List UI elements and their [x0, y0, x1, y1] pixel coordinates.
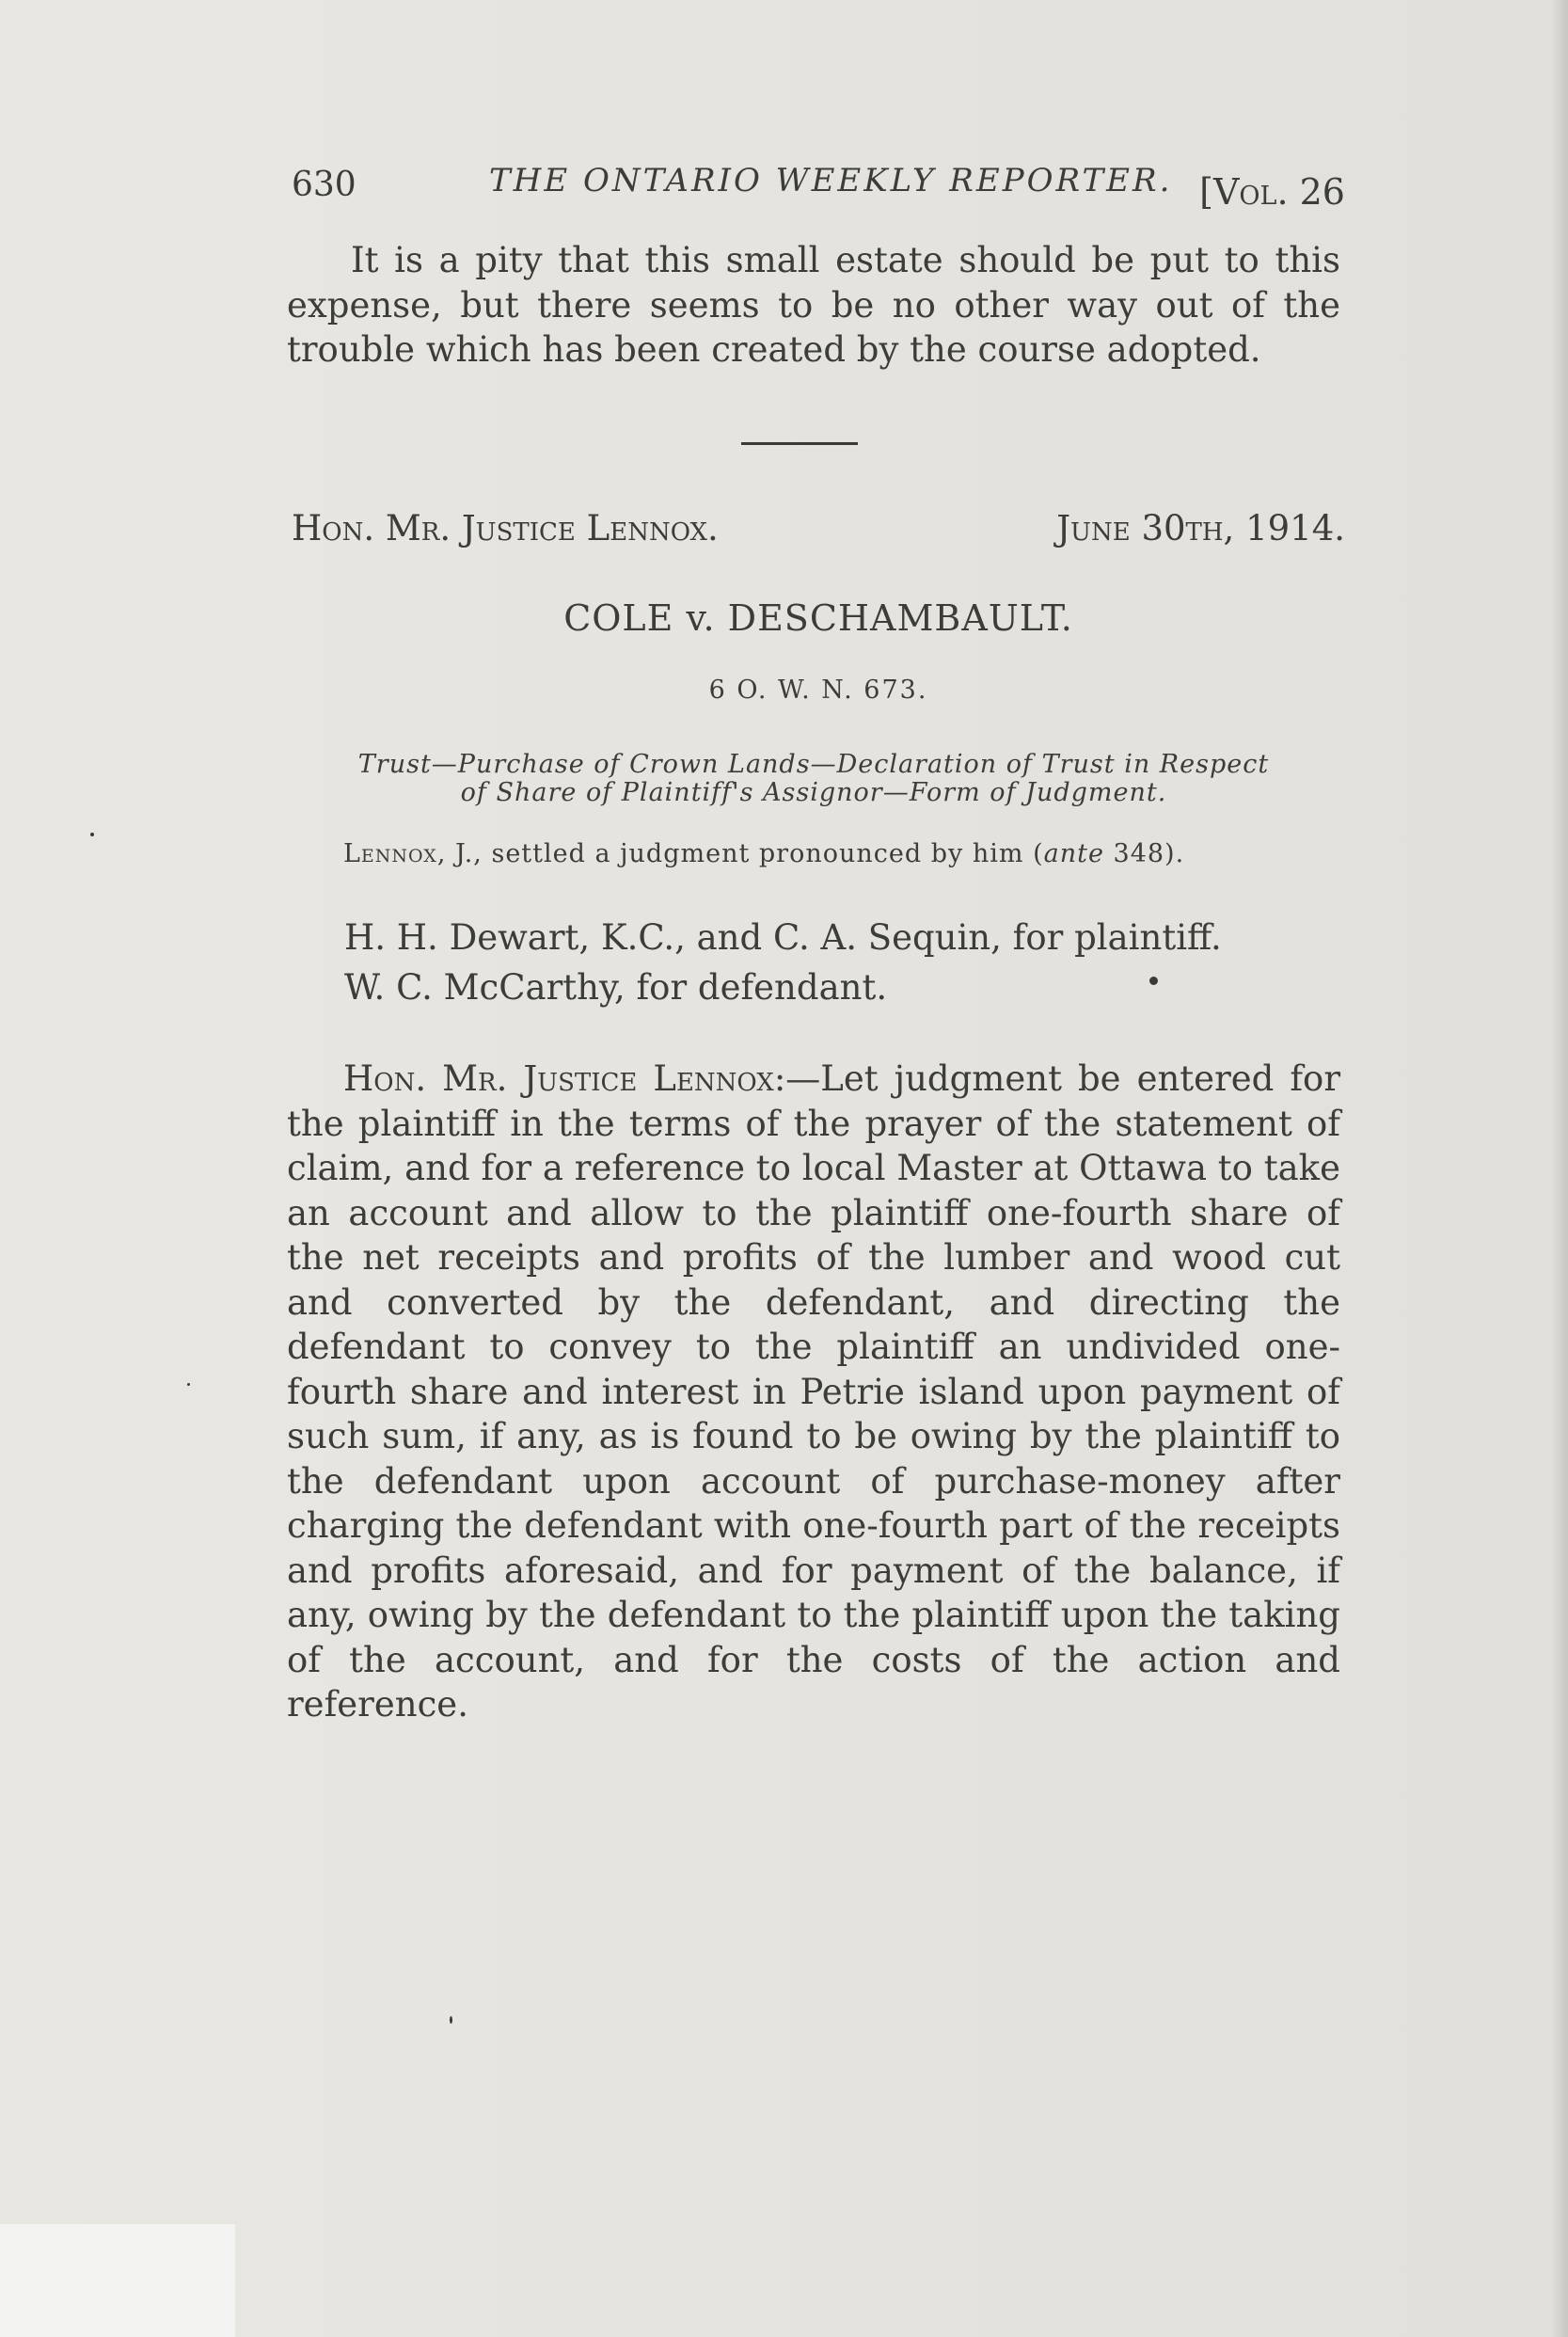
- case-summary: [343, 839, 1340, 868]
- summary-judge: Lennox, J.,: [343, 839, 483, 868]
- headnote-line-1: Trust—Purchase of Crown Lands—Declaration of Trust in Respect: [357, 750, 1270, 779]
- running-head: [292, 160, 1345, 213]
- ink-speck: [187, 1383, 190, 1386]
- journal-title: THE ONTARIO WEEKLY REPORTER.: [489, 162, 1173, 199]
- volume-label: [Vol. 26: [1199, 171, 1345, 213]
- binding-shadow: [1551, 0, 1568, 2337]
- case-title: COLE v. DESCHAMBAULT.: [563, 597, 1073, 639]
- ink-speck: [450, 2016, 452, 2024]
- case-citation: 6 O. W. N. 673.: [708, 676, 928, 705]
- judgment-paragraph: [287, 1057, 1340, 1727]
- page-number: 630: [292, 166, 356, 204]
- judge-name: Hon. Mr. Justice Lennox.: [292, 508, 719, 548]
- summary-text: settled a judgment pronounced by him (: [482, 839, 1044, 868]
- judgment-date: June 30th, 1914.: [1056, 508, 1345, 548]
- ink-speck: [1149, 977, 1158, 985]
- headnote-line-2: of Share of Plaintiff's Assignor—Form of Judgment.: [460, 778, 1167, 807]
- scan-corner-blank: [0, 2224, 235, 2337]
- carryover-paragraph: It is a pity that this small estate should be put to this expense, but there seems to be no other way out of the trouble which has been created by the course adopted.: [287, 240, 1340, 370]
- section-divider: [741, 442, 858, 445]
- ink-speck: [90, 833, 94, 836]
- summary-ante: ante: [1043, 839, 1104, 868]
- judge-date-line: [292, 508, 1345, 555]
- counsel-defendant: W. C. McCarthy, for defendant.: [344, 967, 888, 1008]
- summary-ref: 348).: [1103, 839, 1185, 868]
- judgment-speaker: Hon. Mr. Justice Lennox: [343, 1058, 774, 1099]
- judgment-text: :—Let judgment be entered for the plaintiff in the terms of the prayer of the statement of claim, and for a reference to local Master at Ottawa to take an account and allow to the plaintiff one-fourth share of the net receipts and profits of the lumber and wood cut and converted by the defendant, and directing the defendant to convey to the plaintiff an undivided one-fourth share and interest in Petrie island upon payment of such sum, if any, as is found to be owing by the plaintiff to the defendant upon account of purchase-money after charging the defendant with one-fourth part of the receipts and profits aforesaid, and for payment of the balance, if any, owing by the defendant to the plaintiff upon the taking of the account, and for the costs of the action and reference.: [287, 1058, 1340, 1725]
- counsel-plaintiff: H. H. Dewart, K.C., and C. A. Sequin, for plaintiff.: [344, 917, 1222, 958]
- headnote: [287, 751, 1340, 807]
